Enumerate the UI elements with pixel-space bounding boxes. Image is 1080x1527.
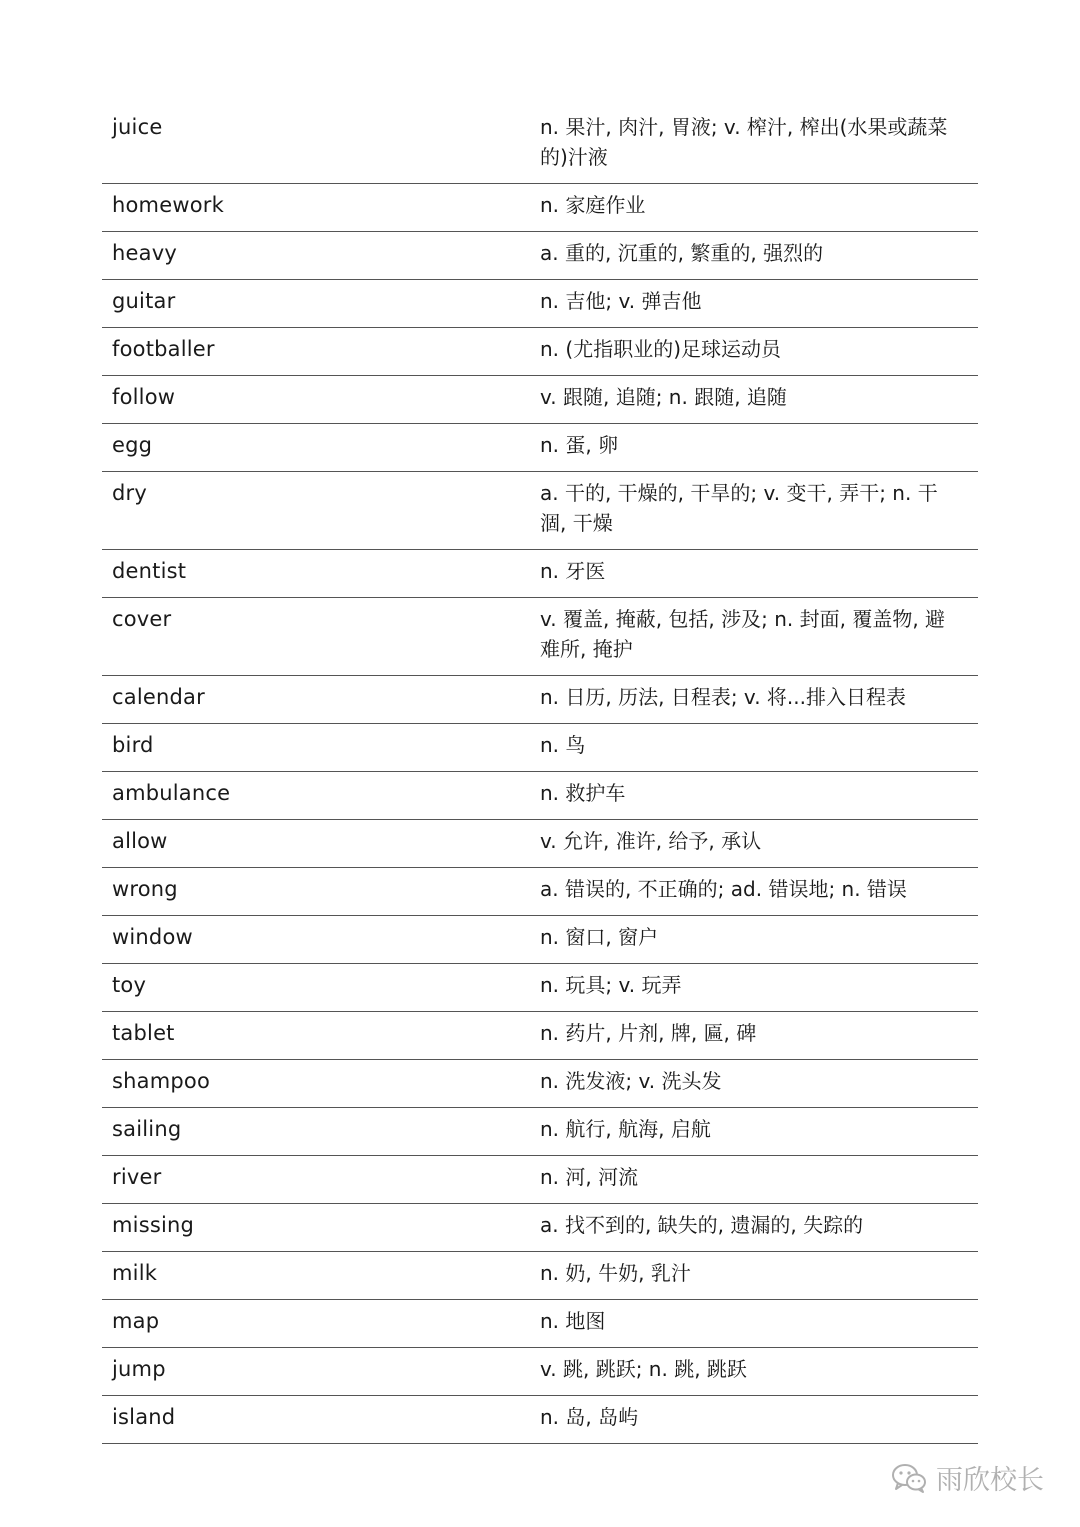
word-cell: window bbox=[112, 925, 193, 949]
meaning-cell: n. 地图 bbox=[540, 1309, 606, 1333]
table-row bbox=[102, 598, 978, 676]
word-cell: homework bbox=[112, 193, 224, 217]
table-row bbox=[102, 1060, 978, 1108]
word-cell: allow bbox=[112, 829, 168, 853]
meaning-cell: v. 跳, 跳跃; n. 跳, 跳跃 bbox=[540, 1357, 747, 1381]
meaning-cell: a. 干的, 干燥的, 干旱的; v. 变干, 弄干; n. 干涸, 干燥 bbox=[540, 481, 938, 535]
table-row bbox=[102, 232, 978, 280]
word-cell: cover bbox=[112, 607, 172, 631]
table-row bbox=[102, 868, 978, 916]
word-cell: wrong bbox=[112, 877, 178, 901]
meaning-cell: n. 救护车 bbox=[540, 781, 626, 805]
word-cell: dentist bbox=[112, 559, 187, 583]
meaning-cell: n. (尤指职业的)足球运动员 bbox=[540, 337, 781, 361]
word-cell: guitar bbox=[112, 289, 176, 313]
meaning-cell: n. 果汁, 肉汁, 胃液; v. 榨汁, 榨出(水果或蔬菜的)汁液 bbox=[540, 115, 948, 169]
table-row bbox=[102, 916, 978, 964]
table-row bbox=[102, 328, 978, 376]
word-cell: map bbox=[112, 1309, 160, 1333]
word-cell: bird bbox=[112, 733, 154, 757]
table-row bbox=[102, 724, 978, 772]
table-row bbox=[102, 376, 978, 424]
meaning-cell: n. 吉他; v. 弹吉他 bbox=[540, 289, 702, 313]
meaning-cell: n. 鸟 bbox=[540, 733, 586, 757]
word-cell: ambulance bbox=[112, 781, 231, 805]
word-cell: jump bbox=[112, 1357, 166, 1381]
table-row bbox=[102, 106, 978, 184]
table-row bbox=[102, 1348, 978, 1396]
table-row bbox=[102, 1108, 978, 1156]
meaning-cell: a. 错误的, 不正确的; ad. 错误地; n. 错误 bbox=[540, 877, 907, 901]
meaning-cell: n. 牙医 bbox=[540, 559, 606, 583]
word-cell: shampoo bbox=[112, 1069, 211, 1093]
table-row bbox=[102, 1204, 978, 1252]
meaning-cell: n. 航行, 航海, 启航 bbox=[540, 1117, 711, 1141]
meaning-cell: n. 奶, 牛奶, 乳汁 bbox=[540, 1261, 691, 1285]
word-cell: toy bbox=[112, 973, 147, 997]
word-cell: footballer bbox=[112, 337, 215, 361]
table-row bbox=[102, 772, 978, 820]
table-row bbox=[102, 1156, 978, 1204]
table-row bbox=[102, 964, 978, 1012]
meaning-cell: n. 窗口, 窗户 bbox=[540, 925, 659, 949]
table-row bbox=[102, 676, 978, 724]
table-row bbox=[102, 820, 978, 868]
meaning-cell: a. 找不到的, 缺失的, 遗漏的, 失踪的 bbox=[540, 1213, 864, 1237]
word-cell: sailing bbox=[112, 1117, 182, 1141]
meaning-cell: v. 覆盖, 掩蔽, 包括, 涉及; n. 封面, 覆盖物, 避难所, 掩护 bbox=[540, 607, 946, 661]
meaning-cell: v. 允许, 准许, 给予, 承认 bbox=[540, 829, 762, 853]
table-row bbox=[102, 550, 978, 598]
meaning-cell: n. 河, 河流 bbox=[540, 1165, 639, 1189]
vocabulary-table bbox=[102, 106, 978, 1444]
meaning-cell: v. 跟随, 追随; n. 跟随, 追随 bbox=[540, 385, 787, 409]
meaning-cell: n. 蛋, 卵 bbox=[540, 433, 619, 457]
table-row bbox=[102, 1300, 978, 1348]
meaning-cell: n. 药片, 片剂, 牌, 匾, 碑 bbox=[540, 1021, 757, 1045]
wechat-icon bbox=[890, 1462, 928, 1494]
table-row bbox=[102, 184, 978, 232]
table-row bbox=[102, 424, 978, 472]
meaning-cell: n. 玩具; v. 玩弄 bbox=[540, 973, 682, 997]
word-cell: heavy bbox=[112, 241, 177, 265]
word-cell: egg bbox=[112, 433, 153, 457]
word-cell: follow bbox=[112, 385, 176, 409]
table-row bbox=[102, 1252, 978, 1300]
word-cell: missing bbox=[112, 1213, 195, 1237]
watermark-text: 雨欣校长 bbox=[936, 1465, 1044, 1496]
word-cell: island bbox=[112, 1405, 176, 1429]
word-cell: dry bbox=[112, 481, 147, 505]
meaning-cell: n. 日历, 历法, 日程表; v. 将...排入日程表 bbox=[540, 685, 906, 709]
meaning-cell: a. 重的, 沉重的, 繁重的, 强烈的 bbox=[540, 241, 824, 265]
meaning-cell: n. 家庭作业 bbox=[540, 193, 646, 217]
table-row bbox=[102, 1396, 978, 1444]
word-cell: calendar bbox=[112, 685, 205, 709]
word-cell: river bbox=[112, 1165, 162, 1189]
table-row bbox=[102, 472, 978, 550]
table-row bbox=[102, 1012, 978, 1060]
word-cell: juice bbox=[112, 115, 163, 139]
word-cell: milk bbox=[112, 1261, 158, 1285]
meaning-cell: n. 洗发液; v. 洗头发 bbox=[540, 1069, 722, 1093]
watermark bbox=[890, 1458, 1044, 1497]
meaning-cell: n. 岛, 岛屿 bbox=[540, 1405, 639, 1429]
word-cell: tablet bbox=[112, 1021, 175, 1045]
table-row bbox=[102, 280, 978, 328]
